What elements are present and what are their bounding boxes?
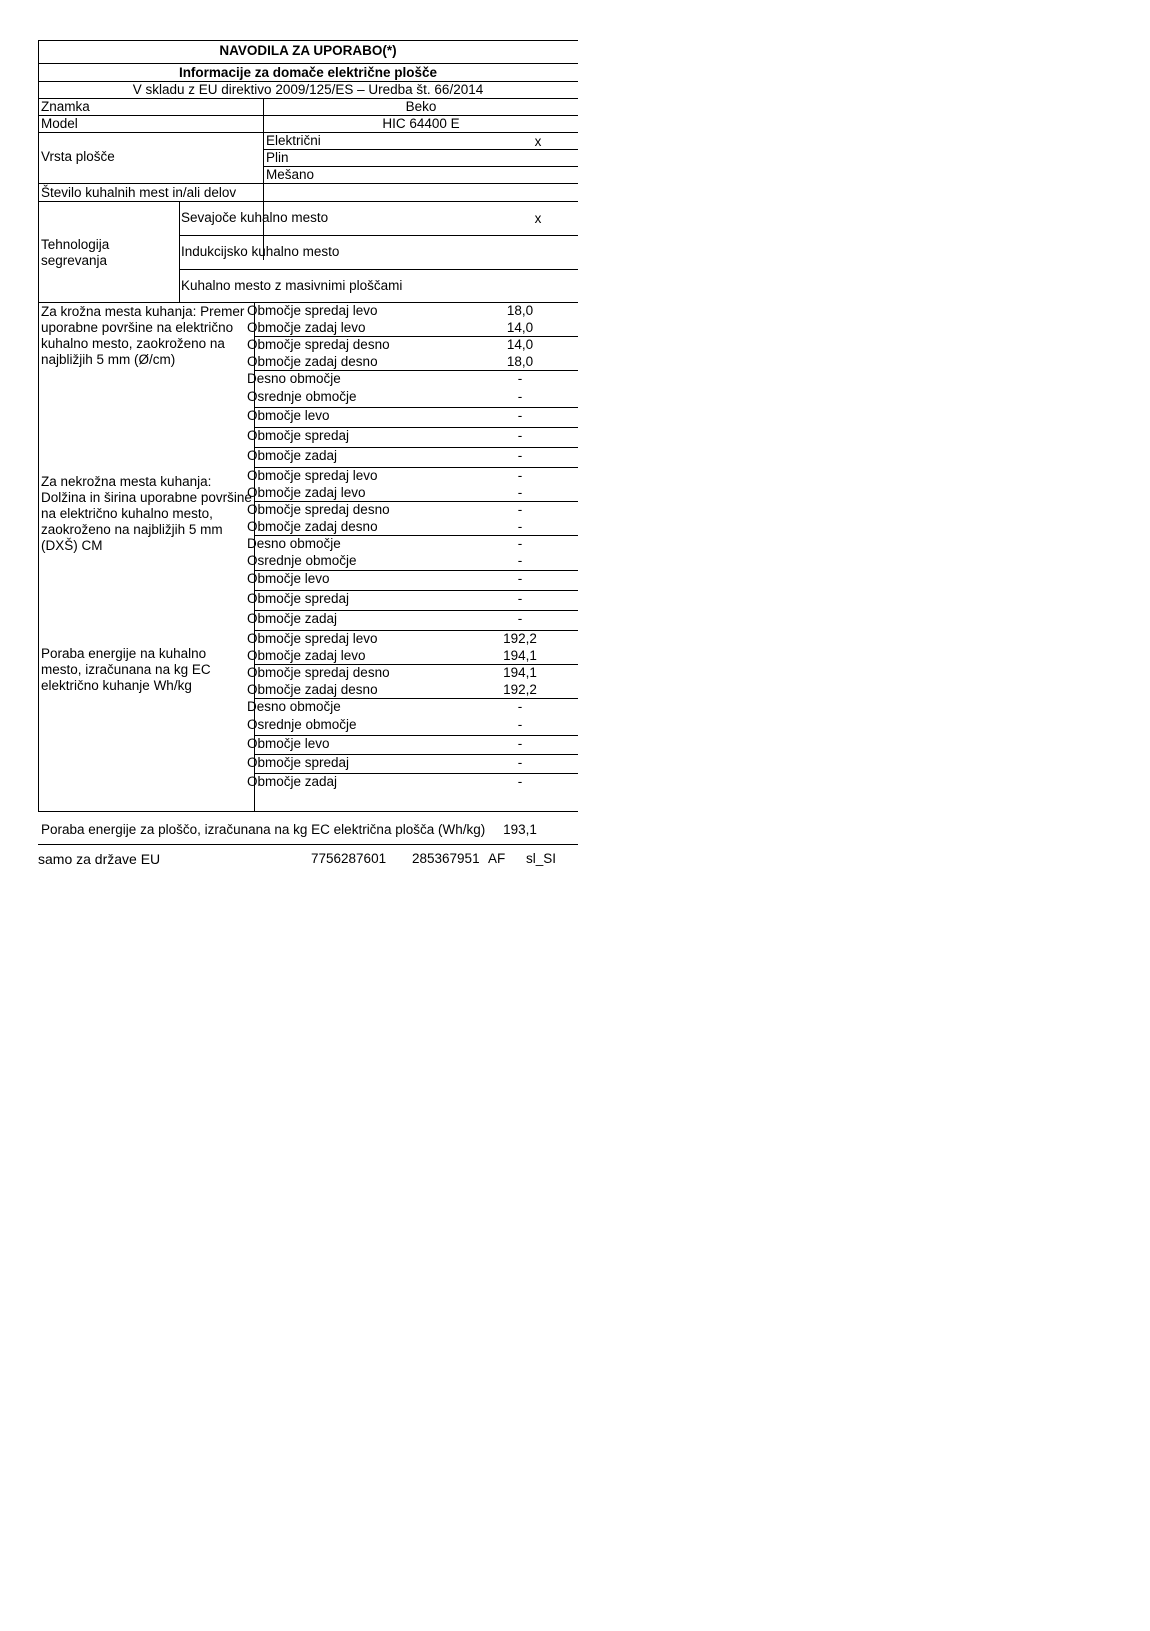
energy_zone-zone-name: Območje zadaj levo <box>247 648 366 663</box>
circular-zone-value: 14,0 <box>506 320 534 335</box>
circular-zone-name: Območje spredaj <box>247 428 350 443</box>
circular-zone-value: - <box>517 371 523 386</box>
noncircular-zone-name: Območje levo <box>247 571 330 586</box>
hob-type-electric: Električni <box>266 133 321 148</box>
energy_zone-zone-name: Osrednje območje <box>247 717 357 732</box>
circular-zone-name: Območje zadaj desno <box>247 354 378 369</box>
brand-label: Znamka <box>41 99 90 114</box>
noncircular-zone-name: Območje spredaj <box>247 591 350 606</box>
footer-code-1: 7756287601 <box>311 851 387 866</box>
energy_zone-zone-value: 194,1 <box>503 665 537 680</box>
noncircular-zone-value: - <box>517 571 523 586</box>
noncircular-zone-value: - <box>517 536 523 551</box>
hob-type-mixed: Mešano <box>266 167 315 182</box>
noncircular-zone-name: Območje zadaj levo <box>247 485 366 500</box>
energy_zone-zone-name: Območje spredaj desno <box>247 665 390 680</box>
noncircular-zone-value: - <box>517 485 523 500</box>
zones-count-label: Število kuhalnih mest in/ali delov <box>41 185 237 200</box>
energy_zone-zone-value: 194,1 <box>503 648 537 663</box>
footer-code-2: 285367951 <box>412 851 480 866</box>
footer-region: samo za države EU <box>38 851 161 867</box>
circular-zone-value: 18,0 <box>506 303 534 318</box>
footer-locale: sl_SI <box>526 851 557 866</box>
hob-type-label: Vrsta plošče <box>41 149 115 164</box>
energy_zone-zone-value: - <box>517 774 523 789</box>
energy-hob-label: Poraba energije za ploščo, izračunana na kg EC električna plošča (Wh/kg) <box>41 822 486 837</box>
page-title: NAVODILA ZA UPORABO(*) <box>219 43 397 58</box>
noncircular-zone-value: - <box>517 611 523 626</box>
footer-code-3: AF <box>488 851 506 866</box>
noncircular-zone-name: Območje zadaj <box>247 611 338 626</box>
heating-tech-label: Tehnologija segrevanja <box>41 237 110 268</box>
energy_zone-zone-name: Območje spredaj levo <box>247 631 378 646</box>
brand-value: Beko <box>405 99 437 114</box>
heating-tech-radiant-mark: x <box>534 211 542 226</box>
heating-tech-solid-plate: Kuhalno mesto z masivnimi ploščami <box>181 278 403 293</box>
noncircular-zone-value: - <box>517 502 523 517</box>
energy_zone-zone-name: Območje zadaj <box>247 774 338 789</box>
model-label: Model <box>41 116 78 131</box>
energy-hob-value: 193,1 <box>503 822 537 837</box>
noncircular-zone-value: - <box>517 519 523 534</box>
circular-zones-label: Za krožna mesta kuhanja: Premer uporabne površine na električno kuhalno mesto, zaokroženo na najbližjih 5 mm (Ø/cm) <box>41 304 245 367</box>
energy_zone-zone-value: - <box>517 717 523 732</box>
noncircular-zone-name: Območje spredaj desno <box>247 502 390 517</box>
hob-type-gas: Plin <box>266 150 289 165</box>
noncircular-zone-name: Območje zadaj desno <box>247 519 378 534</box>
energy_zone-zone-name: Območje spredaj <box>247 755 350 770</box>
circular-zone-value: - <box>517 408 523 423</box>
page-subtitle: Informacije za domače električne plošče <box>178 65 438 80</box>
energy_zone-zone-name: Območje levo <box>247 736 330 751</box>
energy_zone-zone-name: Območje zadaj desno <box>247 682 378 697</box>
energy-per-zone-label: Poraba energije na kuhalno mesto, izračunana na kg EC električno kuhanje Wh/kg <box>41 646 211 693</box>
heating-tech-radiant: Sevajoče kuhalno mesto <box>181 210 329 225</box>
circular-zone-value: - <box>517 428 523 443</box>
directive-text: V skladu z EU direktivo 2009/125/ES – Uredba št. 66/2014 <box>132 82 484 97</box>
circular-zone-name: Desno območje <box>247 371 341 386</box>
circular-zone-name: Območje zadaj levo <box>247 320 366 335</box>
energy_zone-zone-value: - <box>517 755 523 770</box>
circular-zone-value: - <box>517 448 523 463</box>
hob-type-electric-mark: x <box>534 134 542 149</box>
circular-zone-name: Območje zadaj <box>247 448 338 463</box>
noncircular-zones-label: Za nekrožna mesta kuhanja: Dolžina in širina uporabne površine na električno kuhalno mesto, zaokroženo na najbližjih 5 mm (DXŠ) CM <box>41 474 252 553</box>
circular-zone-value: - <box>517 389 523 404</box>
energy_zone-zone-value: 192,2 <box>503 682 537 697</box>
noncircular-zone-name: Osrednje območje <box>247 553 357 568</box>
noncircular-zone-name: Desno območje <box>247 536 341 551</box>
circular-zone-name: Območje levo <box>247 408 330 423</box>
energy_zone-zone-value: - <box>517 736 523 751</box>
circular-zone-name: Območje spredaj levo <box>247 303 378 318</box>
noncircular-zone-value: - <box>517 553 523 568</box>
model-value: HIC 64400 E <box>382 116 460 131</box>
circular-zone-name: Osrednje območje <box>247 389 357 404</box>
circular-zone-value: 14,0 <box>506 337 534 352</box>
heating-tech-induction: Indukcijsko kuhalno mesto <box>181 244 340 259</box>
noncircular-zone-value: - <box>517 468 523 483</box>
noncircular-zone-name: Območje spredaj levo <box>247 468 378 483</box>
energy_zone-zone-name: Desno območje <box>247 699 341 714</box>
circular-zone-name: Območje spredaj desno <box>247 337 390 352</box>
energy_zone-zone-value: - <box>517 699 523 714</box>
circular-zone-value: 18,0 <box>506 354 534 369</box>
noncircular-zone-value: - <box>517 591 523 606</box>
energy_zone-zone-value: 192,2 <box>503 631 537 646</box>
